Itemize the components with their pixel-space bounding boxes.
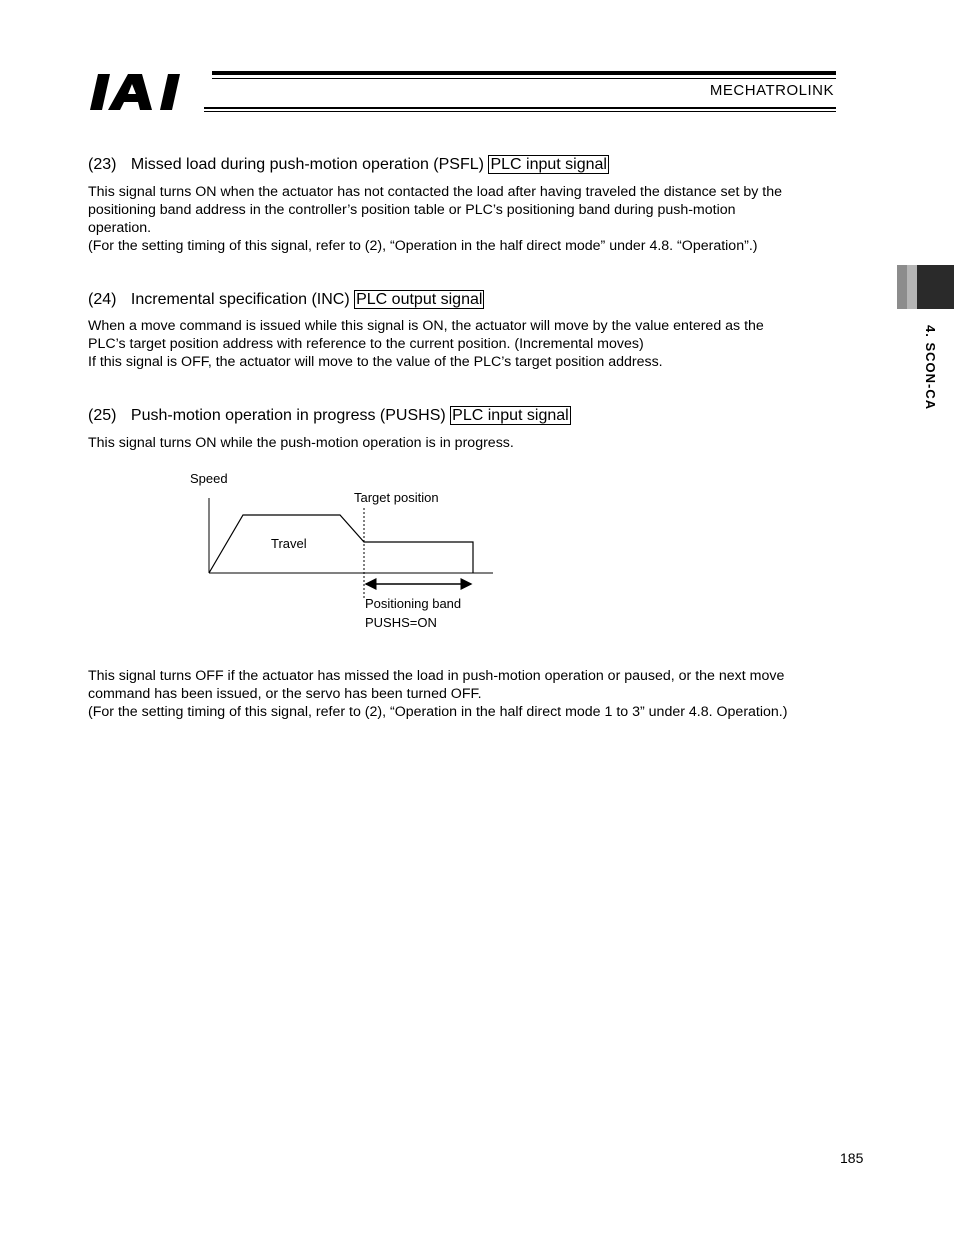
section-title: Incremental specification (INC)	[130, 291, 350, 308]
body-line: positioning band address in the controller’s position table or PLC’s positioning band during push-motion	[88, 202, 736, 218]
signal-type-badge: PLC input signal	[452, 407, 569, 424]
section-number: (25)	[88, 407, 117, 424]
section-heading	[88, 156, 609, 174]
header-rule	[212, 71, 836, 75]
section-number: (24)	[88, 291, 117, 308]
section-heading	[88, 407, 571, 425]
header-rule-bottom-thin	[204, 111, 836, 112]
body-line: If this signal is OFF, the actuator will move to the value of the PLC’s target position address.	[88, 354, 663, 370]
pushs-label: PUSHS=ON	[365, 615, 437, 630]
body-line: This signal turns ON when the actuator has not contacted the load after having traveled the distance set by the	[88, 184, 783, 200]
header-rule-thin	[212, 78, 836, 79]
body-line: (For the setting timing of this signal, refer to (2), “Operation in the half direct mode 1 to 3” under 4.8. Operation.)	[88, 704, 788, 720]
travel-label: Travel	[271, 536, 307, 551]
section-body	[88, 183, 858, 255]
speed-profile	[209, 515, 473, 573]
body-line: PLC’s target position address with reference to the current position. (Incremental moves)	[88, 336, 644, 352]
side-tab-stripe	[897, 265, 907, 309]
body-line: This signal turns OFF if the actuator has missed the load in push-motion operation or paused, or the next move	[88, 668, 785, 684]
body-line: (For the setting timing of this signal, refer to (2), “Operation in the half direct mode” under 4.8. “Operation”.)	[88, 238, 758, 254]
header-rule-bottom	[204, 107, 836, 109]
push-motion-speed-diagram	[180, 465, 500, 635]
positioning-band-label: Positioning band	[365, 596, 462, 611]
body-line: This signal turns ON while the push-motion operation is in progress.	[88, 435, 514, 451]
side-tab-stripe	[907, 265, 917, 309]
section-heading	[88, 291, 484, 309]
signal-type-badge: PLC output signal	[356, 291, 483, 308]
section-number: (23)	[88, 156, 117, 173]
body-line: operation.	[88, 220, 152, 236]
brand-tag: MECHATROLINK	[709, 82, 834, 99]
section-body	[88, 317, 858, 371]
page-number: 185	[840, 1150, 864, 1166]
section-title: Missed load during push-motion operation (PSFL)	[130, 156, 484, 173]
iai-logo	[90, 68, 210, 114]
speed-label: Speed	[190, 471, 228, 486]
body-line: command has been issued, or the servo has been turned OFF.	[88, 686, 482, 702]
target-position-label: Target position	[354, 490, 439, 505]
closing-paragraph	[88, 667, 858, 721]
signal-type-badge: PLC input signal	[490, 156, 607, 173]
chapter-label: 4. SCON-CA	[923, 325, 938, 411]
section-title: Push-motion operation in progress (PUSHS)	[130, 407, 446, 424]
side-tab-block	[917, 265, 954, 309]
section-body	[88, 434, 858, 452]
body-line: When a move command is issued while this signal is ON, the actuator will move by the value entered as the	[88, 318, 764, 334]
